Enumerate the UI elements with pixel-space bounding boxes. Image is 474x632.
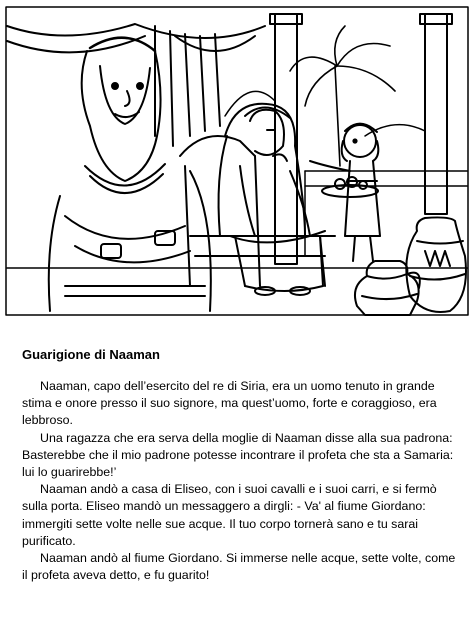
coloring-illustration bbox=[5, 6, 469, 316]
curtain-drape bbox=[7, 24, 265, 146]
story-paragraph-3: Naaman andò a casa di Eliseo, con i suoi cavalli e i suoi carri, e si fermò sulla porta. Eliseo mandò un messaggero a dirgli: - Va' al fiume Giordano: immergiti sette volte nelle sue acque. Il tuo corpo tornerà sano e tu sarai purificato. bbox=[22, 482, 437, 548]
wife-figure bbox=[219, 104, 325, 295]
story-text bbox=[22, 346, 462, 584]
story-title: Guarigione di Naaman bbox=[22, 347, 160, 362]
columns bbox=[270, 14, 452, 264]
story-paragraph-2: Una ragazza che era serva della moglie di Naaman disse alla sua padrona: Basterebbe che il mio padrone potesse incontrare il profeta che sta a Samaria: lui lo guarirebbe!’ bbox=[22, 430, 454, 480]
chair bbox=[180, 136, 335, 286]
water-jars bbox=[355, 217, 466, 315]
story-paragraph-4: Naaman andò al fiume Giordano. Si immerse nelle acque, sette volte, come il profeta aveva detto, e fu guarito! bbox=[22, 551, 456, 583]
story-paragraph-1: Naaman, capo dell’esercito del re di Siria, era un uomo tenuto in grande stima e onore presso il suo signore, ma quest’uomo, forte e coraggioso, era lebbroso. bbox=[22, 379, 437, 428]
